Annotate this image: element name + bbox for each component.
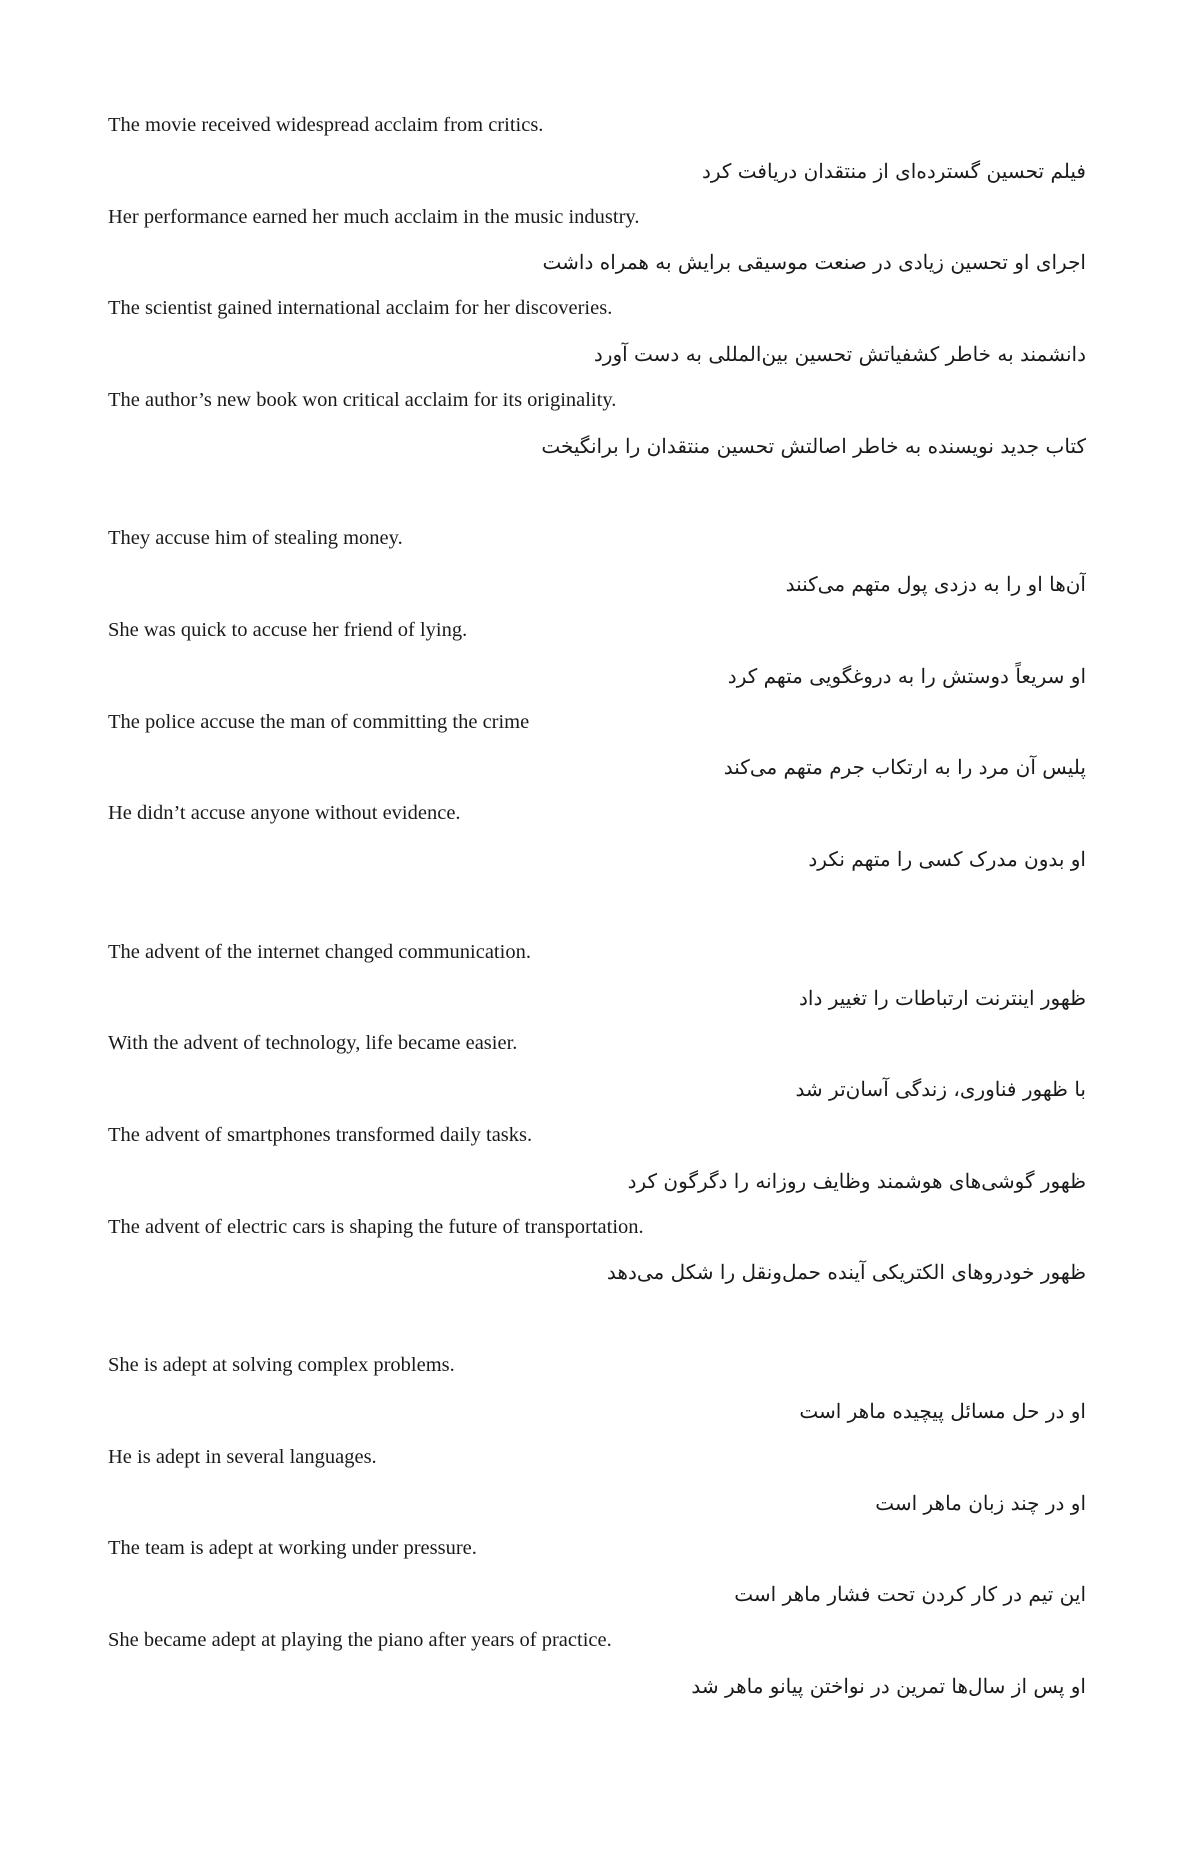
- page-content: [108, 102, 1086, 1756]
- persian-translation: آن‌ها او را به دزدی پول متهم می‌کنند: [785, 572, 1086, 597]
- persian-translation: او سریعاً دوستش را به دروغگویی متهم کرد: [727, 663, 1086, 688]
- english-sentence: Her performance earned her much acclaim in the music industry.: [108, 205, 640, 228]
- english-sentence: The advent of electric cars is shaping the future of transportation.: [108, 1215, 644, 1238]
- vocab-group-accuse: [108, 515, 1086, 881]
- english-sentence: She was quick to accuse her friend of lying.: [108, 618, 468, 641]
- persian-translation: او در حل مسائل پیچیده ماهر است: [799, 1398, 1086, 1423]
- english-sentence: He didn’t accuse anyone without evidence.: [108, 802, 461, 825]
- english-sentence: The author’s new book won critical acclaim for its originality.: [108, 388, 617, 411]
- persian-translation: کتاب جدید نویسنده به خاطر اصالتش تحسین منتقدان را برانگیخت: [541, 433, 1086, 458]
- english-sentence: The scientist gained international acclaim for her discoveries.: [108, 297, 613, 320]
- persian-translation: او در چند زبان ماهر است: [875, 1490, 1086, 1515]
- persian-translation: ظهور اینترنت ارتباطات را تغییر داد: [798, 985, 1086, 1010]
- persian-translation: فیلم تحسین گسترده‌ای از منتقدان دریافت کرد: [701, 158, 1086, 183]
- persian-translation: او پس از سال‌ها تمرین در نواختن پیانو ماهر شد: [691, 1673, 1086, 1698]
- english-sentence: With the advent of technology, life became easier.: [108, 1032, 518, 1055]
- english-sentence: She is adept at solving complex problems.: [108, 1354, 455, 1377]
- vocab-group-acclaim: [108, 102, 1086, 468]
- persian-translation: پلیس آن مرد را به ارتکاب جرم متهم می‌کند: [723, 755, 1086, 780]
- persian-translation: دانشمند به خاطر کشفیاتش تحسین بین‌المللی به دست آورد: [593, 341, 1086, 366]
- persian-translation: با ظهور فناوری، زندگی آسان‌تر شد: [795, 1077, 1086, 1102]
- persian-translation: اجرای او تحسین زیادی در صنعت موسیقی برایش به همراه داشت: [542, 250, 1086, 275]
- vocab-group-adept: [108, 1342, 1086, 1708]
- english-sentence: The movie received widespread acclaim from critics.: [108, 114, 544, 136]
- persian-translation: ظهور گوشی‌های هوشمند وظایف روزانه را دگرگون کرد: [627, 1168, 1086, 1193]
- english-sentence: The advent of the internet changed communication.: [108, 940, 531, 963]
- english-sentence: The police accuse the man of committing the crime: [108, 710, 530, 733]
- vocab-group-advent: [108, 929, 1086, 1295]
- persian-translation: این تیم در کار کردن تحت فشار ماهر است: [734, 1582, 1086, 1607]
- english-sentence: He is adept in several languages.: [108, 1445, 377, 1468]
- english-sentence: They accuse him of stealing money.: [108, 527, 403, 550]
- persian-translation: او بدون مدرک کسی را متهم نکرد: [808, 846, 1086, 871]
- english-sentence: The advent of smartphones transformed daily tasks.: [108, 1123, 533, 1146]
- english-sentence: She became adept at playing the piano after years of practice.: [108, 1628, 612, 1651]
- english-sentence: The team is adept at working under pressure.: [108, 1537, 477, 1560]
- persian-translation: ظهور خودروهای الکتریکی آینده حمل‌ونقل را شکل می‌دهد: [606, 1260, 1086, 1285]
